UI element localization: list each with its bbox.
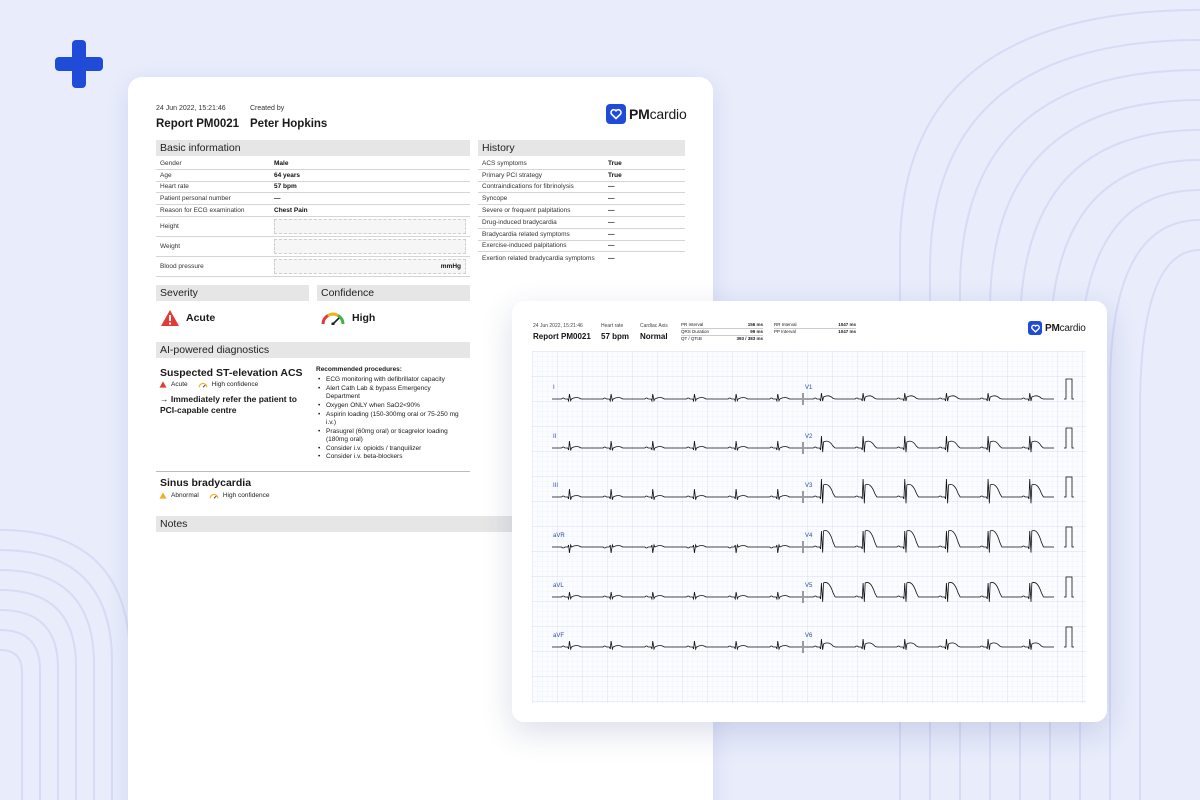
height-row: Height bbox=[156, 217, 470, 237]
lead-label: aVL bbox=[553, 583, 564, 589]
diagnosis-title: Suspected ST-elevation ACS bbox=[160, 367, 303, 379]
table-row: Primary PCI strategy True bbox=[478, 170, 685, 182]
ai-diagnostics-heading: AI-powered diagnostics bbox=[156, 342, 470, 358]
table-row: Syncope — bbox=[478, 193, 685, 205]
weight-field[interactable] bbox=[274, 239, 466, 254]
ecg-card bbox=[512, 301, 1107, 722]
table-row: PP Interval 1047 ms bbox=[774, 329, 856, 334]
ecg-report-title: Report PM0021 bbox=[533, 332, 591, 341]
ecg-date: 24 Jun 2022, 15:21:46 bbox=[533, 323, 583, 329]
cardiac-axis-value: Normal bbox=[640, 332, 668, 341]
ecg-measures-left bbox=[681, 322, 763, 343]
list-item: • Aspirin loading (150-300mg oral or 75-250 mg i.v.) bbox=[316, 411, 466, 427]
divider bbox=[156, 471, 470, 472]
alert-triangle-icon bbox=[159, 381, 167, 388]
gauge-icon bbox=[209, 493, 219, 499]
table-row: QRS Duration 99 ms bbox=[681, 329, 763, 334]
table-row: Heart rate 57 bpm bbox=[156, 182, 470, 194]
lead-label: V4 bbox=[805, 533, 813, 539]
table-row: Contraindications for fibrinolysis — bbox=[478, 182, 685, 194]
weight-row: Weight bbox=[156, 237, 470, 257]
basic-info-heading: Basic information bbox=[156, 140, 470, 156]
report-author: Peter Hopkins bbox=[250, 118, 328, 130]
recommended-procedures: Recommended procedures: • ECG monitoring with defibrillator capacity • Alert Cath Lab & bypass Emergency Department • Oxygen ONLY when SaO2<90% • Aspirin loading (150-300mg oral or 75-250 mg i.v.) • Prasugrel (60mg oral) or ticagrelor loading (180mg oral) • Consider i.v. opioids / tranquilizer • Consider i.v. beta-blockers bbox=[316, 366, 466, 462]
report-date: 24 Jun 2022, 15:21:46 bbox=[156, 105, 226, 112]
lead-label: I bbox=[553, 385, 555, 391]
table-row: Age 64 years bbox=[156, 170, 470, 182]
list-item: • Consider i.v. opioids / tranquilizer bbox=[316, 445, 466, 453]
brand-plus-icon bbox=[55, 40, 103, 88]
ecg-trace-grid bbox=[532, 351, 1086, 703]
table-row: Severe or frequent palpitations — bbox=[478, 205, 685, 217]
created-by-label: Created by bbox=[250, 105, 285, 112]
lead-label: aVF bbox=[553, 633, 565, 639]
warning-triangle-icon bbox=[159, 492, 167, 499]
table-row: Exercise-induced palpitations — bbox=[478, 241, 685, 253]
table-row: RR Interval 1047 ms bbox=[774, 322, 856, 327]
list-item: • ECG monitoring with defibrillator capacity bbox=[316, 376, 466, 384]
lead-label: V5 bbox=[805, 583, 813, 589]
confidence-heading: Confidence bbox=[317, 285, 470, 301]
table-row: QT / QTcB 393 / 383 ms bbox=[681, 336, 763, 341]
table-row: Patient personal number — bbox=[156, 193, 470, 205]
severity-heading: Severity bbox=[156, 285, 309, 301]
diagnosis-tags: Abnormal High confidence bbox=[159, 492, 269, 499]
diagnosis-tags: Acute High confidence bbox=[159, 381, 258, 388]
table-row: Gender Male bbox=[156, 158, 470, 170]
lead-label: II bbox=[553, 434, 557, 440]
lead-label: aVR bbox=[553, 533, 565, 539]
alert-triangle-icon bbox=[160, 309, 180, 327]
pmcardio-logo: PMcardio bbox=[606, 104, 687, 124]
confidence-value: High bbox=[320, 311, 375, 325]
table-row: Drug-induced bradycardia — bbox=[478, 217, 685, 229]
lead-label: V1 bbox=[805, 385, 813, 391]
heart-rate-label: Heart rate bbox=[601, 323, 624, 329]
lead-label: V2 bbox=[805, 434, 813, 440]
severity-value: Acute bbox=[160, 309, 215, 327]
heart-rate-value: 57 bpm bbox=[601, 332, 630, 341]
gauge-icon bbox=[320, 311, 346, 325]
table-row: Reason for ECG examination Chest Pain bbox=[156, 205, 470, 217]
ecg-measures-right bbox=[774, 322, 856, 336]
heart-logo-icon bbox=[1028, 321, 1042, 335]
cardiac-axis-label: Cardiac Axis bbox=[640, 323, 668, 329]
list-item: • Alert Cath Lab & bypass Emergency Department bbox=[316, 385, 466, 401]
notes-heading: Notes bbox=[156, 516, 516, 532]
list-item: • Prasugrel (60mg oral) or ticagrelor loading (180mg oral) bbox=[316, 428, 466, 444]
table-row: Bradycardia related symptoms — bbox=[478, 229, 685, 241]
lead-label: III bbox=[553, 483, 559, 489]
bp-field[interactable]: mmHg bbox=[274, 259, 466, 274]
heart-logo-icon bbox=[606, 104, 626, 124]
table-row: PR Interval 156 ms bbox=[681, 322, 763, 327]
pmcardio-logo: PMcardio bbox=[1028, 321, 1086, 335]
gauge-icon bbox=[198, 382, 208, 388]
lead-label: V6 bbox=[805, 633, 813, 639]
lead-label: V3 bbox=[805, 483, 813, 489]
diagnosis-title: Sinus bradycardia bbox=[160, 477, 252, 489]
basic-info-table bbox=[156, 158, 470, 277]
history-heading: History bbox=[478, 140, 685, 156]
table-row: ACS symptoms True bbox=[478, 158, 685, 170]
list-item: • Oxygen ONLY when SaO2<90% bbox=[316, 402, 466, 410]
height-field[interactable] bbox=[274, 219, 466, 234]
list-item: • Consider i.v. beta-blockers bbox=[316, 453, 466, 461]
history-table bbox=[478, 158, 685, 264]
report-title: Report PM0021 bbox=[156, 118, 240, 130]
table-row: Exertion related bradycardia symptoms — bbox=[482, 254, 615, 262]
bp-row: Blood pressure mmHg bbox=[156, 257, 470, 277]
referral-instruction: → Immediately refer the patient to PCI-capable centre bbox=[160, 394, 297, 415]
